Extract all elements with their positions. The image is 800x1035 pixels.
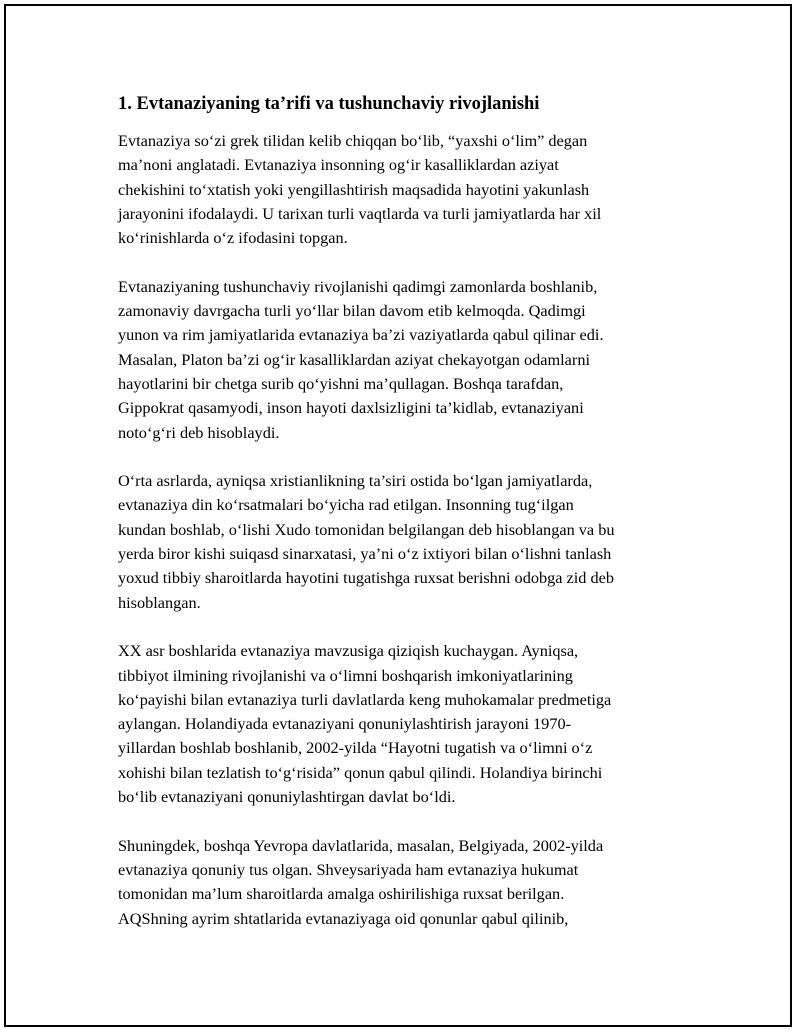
text-line: AQShning ayrim shtatlarida evtanaziyaga oid qonunlar qabul qilinib,: [118, 908, 569, 928]
text-line: evtanaziya din ko‘rsatmalari bo‘yicha rad etilgan. Insonning tug‘ilgan: [118, 495, 574, 515]
text-line: ma’noni anglatadi. Evtanaziya insonning og‘ir kasalliklardan aziyat: [118, 155, 559, 175]
text-line: aylangan. Holandiyada evtanaziyani qonuniylashtirish jarayoni 1970-: [118, 714, 572, 734]
text-line: Gippokrat qasamyodi, inson hayoti daxlsizligini ta’kidlab, evtanaziyani: [118, 398, 584, 418]
text-line: bo‘lib evtanaziyani qonuniylashtirgan davlat bo‘ldi.: [118, 787, 456, 807]
document-body: [118, 92, 688, 955]
text-line: Shuningdek, boshqa Yevropa davlatlarida, masalan, Belgiyada, 2002-yilda: [118, 835, 604, 855]
paragraph-4: [118, 639, 688, 809]
text-line: Masalan, Platon ba’zi og‘ir kasalliklardan aziyat chekayotgan odamlarni: [118, 349, 590, 369]
text-line: zamonaviy davrgacha turli yo‘llar bilan davom etib kelmoqda. Qadimgi: [118, 301, 586, 321]
paragraph-2: [118, 275, 688, 445]
text-line: kundan boshlab, o‘lishi Xudo tomonidan belgilangan deb hisoblangan va bu: [118, 519, 615, 539]
text-line: ko‘rinishlarda o‘z ifodasini topgan.: [118, 228, 348, 248]
text-line: yillardan boshlab boshlanib, 2002-yilda “Hayotni tugatish va o‘limni o‘z: [118, 738, 593, 758]
text-line: XX asr boshlarida evtanaziya mavzusiga qiziqish kuchaygan. Ayniqsa,: [118, 641, 579, 661]
text-line: hayotlarini bir chetga surib qo‘yishni ma’qullagan. Boshqa tarafdan,: [118, 373, 564, 393]
text-line: tibbiyot ilmining rivojlanishi va o‘limni boshqarish imkoniyatlarining: [118, 665, 573, 685]
text-line: ko‘payishi bilan evtanaziya turli davlatlarda keng muhokamalar predmetiga: [118, 689, 612, 709]
section-heading: 1. Evtanaziyaning ta’rifi va tushunchaviy rivojlanishi: [118, 94, 540, 114]
text-line: Evtanaziyaning tushunchaviy rivojlanishi qadimgi zamonlarda boshlanib,: [118, 276, 598, 296]
text-line: noto‘g‘ri deb hisoblaydi.: [118, 422, 280, 442]
text-line: xohishi bilan tezlatish to‘g‘risida” qonun qabul qilindi. Holandiya birinchi: [118, 762, 603, 782]
text-line: hisoblangan.: [118, 592, 201, 612]
text-line: chekishini to‘xtatish yoki yengillashtirish maqsadida hayotini yakunlash: [118, 179, 590, 199]
text-line: evtanaziya qonuniy tus olgan. Shveysariyada ham evtanaziya hukumat: [118, 859, 579, 879]
text-line: Evtanaziya so‘zi grek tilidan kelib chiqqan bo‘lib, “yaxshi o‘lim” degan: [118, 131, 588, 150]
text-line: yerda biror kishi suiqasd sinarxatasi, ya’ni o‘z ixtiyori bilan o‘lishni tanlash: [118, 544, 612, 564]
paragraph-5: [118, 834, 688, 931]
text-line: jarayonini ifodalaydi. U tarixan turli vaqtlarda va turli jamiyatlarda har xil: [118, 203, 602, 223]
text-line: yunon va rim jamiyatlarida evtanaziya ba’zi vaziyatlarda qabul qilinar edi.: [118, 325, 604, 345]
paragraph-3: [118, 469, 688, 615]
text-line: tomonidan ma’lum sharoitlarda amalga oshirilishiga ruxsat berilgan.: [118, 884, 565, 904]
text-line: O‘rta asrlarda, ayniqsa xristianlikning ta’siri ostida bo‘lgan jamiyatlarda,: [118, 471, 593, 491]
paragraph-1: [118, 129, 688, 250]
text-line: yoxud tibbiy sharoitlarda hayotini tugatishga ruxsat berishni odobga zid deb: [118, 568, 615, 588]
